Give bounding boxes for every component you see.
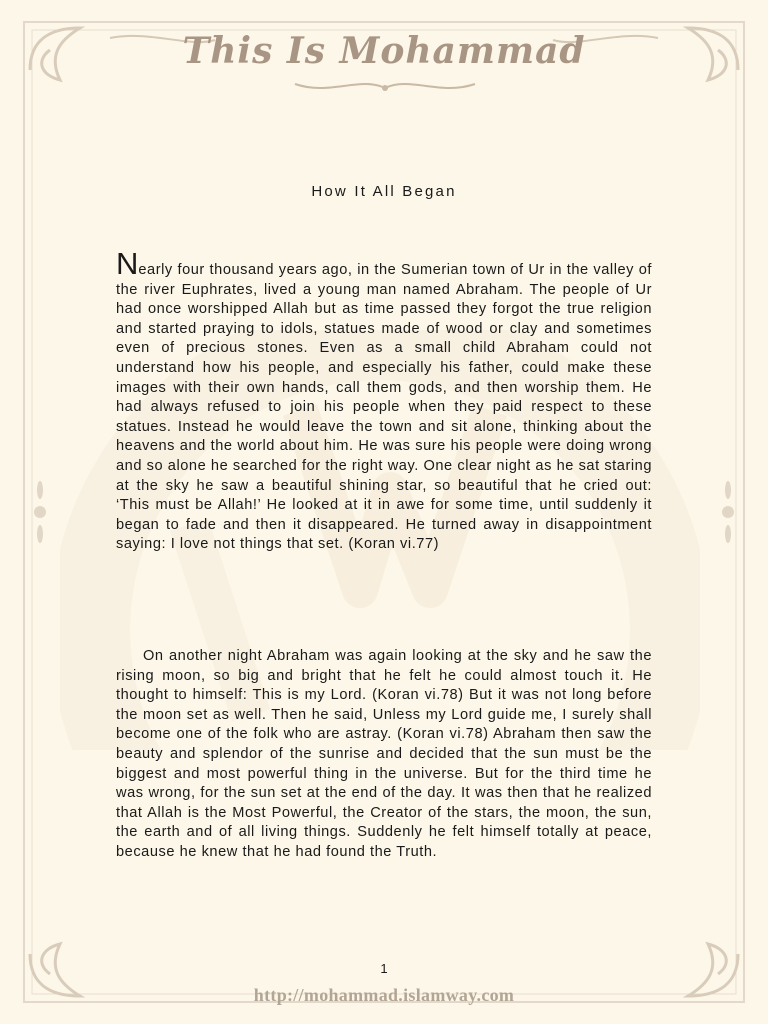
footer-url-link[interactable]: http://mohammad.islamway.com: [253, 985, 515, 1005]
title-flourish-ornament: [290, 74, 480, 100]
paragraph-2: On another night Abraham was again looking at the sky and he saw the rising moon, so big and bright that he felt he could almost touch it. He thought to himself: This is my Lord. (Koran vi.78) But it was not long before the moon set as well. Then he said, Unless my Lord guide me, I surely shall become one of the folk who are astray. (Koran vi.78) Abraham then saw the beauty and splendor of the sunrise and decided that the sun must be the biggest and most powerful thing in the universe. But for the third time he was wrong, for the sun set at the end of the day. It was then that he realized that Allah is the Most Powerful, the Creator of the stars, the moon, the sun, the earth and of all living things. Suddenly he felt himself totally at peace, because he knew that he had found the Truth.: [116, 648, 652, 860]
chapter-title: How It All Began: [311, 183, 457, 200]
paragraph-1-text: early four thousand years ago, in the Sumerian town of Ur in the valley of the river Euphrates, lived a young man named Abraham. The people of Ur had once worshipped Allah but as time passed they forgot the true religion and started praying to idols, statues made of wood or clay and sometimes even of precious stones. Even as a small child Abraham could not understand how his people, and especially his father, could make these images with their own hands, call them gods, and then worship them. He had always refused to join his people when they paid respect to these statues. Instead he would leave the town and sit alone, thinking about the heavens and the world about him. He was sure his people were doing wrong and so alone he searched for the right way. One clear night as he sat staring at the sky he saw a beautiful shining star, so beautiful that he cried out: ‘This must be Allah!’ He looked at it in awe for some time, until suddenly it began to fade and then it disappeared. He turned away in disappointment saying: I love not things that set. (Koran vi.77): [116, 262, 652, 553]
paragraph-1: [116, 246, 652, 555]
book-title: This Is Mohammad: [182, 30, 586, 72]
drop-cap: N: [116, 246, 139, 281]
page-number: 1: [380, 961, 388, 976]
